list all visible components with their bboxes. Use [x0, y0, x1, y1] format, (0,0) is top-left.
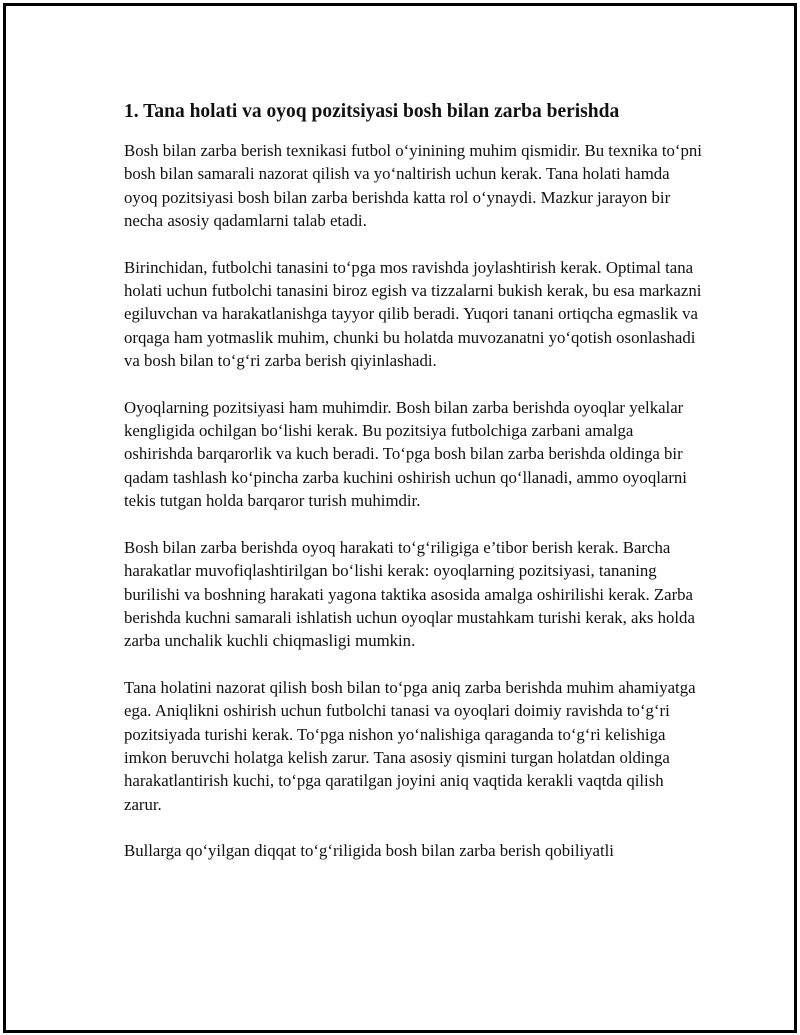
paragraph-3: Oyoqlarning pozitsiyasi ham muhimdir. Bosh bilan zarba berishda oyoqlar yelkalar kengligida ochilgan bo‘lishi kerak. Bu pozitsiya futbolchiga zarbani amalga oshirishda barqarorlik va kuch beradi. To‘pga bosh bilan zarba berishda oldinga bir qadam tashlash ko‘pincha zarba kuchini oshirish uchun qo‘llanadi, ammo oyoqlarni tekis tutgan holda barqaror turish muhimdir.: [124, 397, 687, 511]
document-body: [124, 98, 704, 886]
paragraph-1: Bosh bilan zarba berish texnikasi futbol o‘yinining muhim qismidir. Bu texnika to‘pni bosh bilan samarali nazorat qilish va yo‘naltirish uchun kerak. Tana holati hamda oyoq pozitsiyasi bosh bilan zarba berishda katta rol o‘ynaydi. Mazkur jarayon bir necha asosiy qadamlarni talab etadi.: [124, 141, 702, 231]
paragraph-2: Birinchidan, futbolchi tanasini to‘pga mos ravishda joylashtirish kerak. Optimal tana holati uchun futbolchi tanasini biroz egish va tizzalarni bukish kerak, bu esa markazni egiluvchan va harakatlanishga tayyor qilib beradi. Yuqori tanani ortiqcha egmaslik va orqaga ham yotmaslik muhim, chunki bu holatda muvozanatni yo‘qotish osonlashadi va bosh bilan to‘g‘ri zarba berish qiyinlashadi.: [124, 257, 702, 371]
paragraph-4: Bosh bilan zarba berishda oyoq harakati to‘g‘riligiga e’tibor berish kerak. Barcha harakatlar muvofiqlashtirilgan bo‘lishi kerak: oyoqlarning pozitsiyasi, tananing burilishi va boshning harakati yagona taktika asosida amalga oshirilishi kerak. Zarba berishda kuchni samarali ishlatish uchun oyoqlar mustahkam turishi kerak, aks holda zarba unchalik kuchli chiqmasligi mumkin.: [124, 537, 695, 651]
section-heading: 1. Tana holati va oyoq pozitsiyasi bosh bilan zarba berishda: [124, 101, 620, 122]
page-border: [3, 3, 797, 1033]
paragraph-6: Bullarga qo‘yilgan diqqat to‘g‘riligida bosh bilan zarba berish qobiliyatli: [124, 841, 614, 861]
paragraph-5: Tana holatini nazorat qilish bosh bilan to‘pga aniq zarba berishda muhim ahamiyatga ega. Aniqlikni oshirish uchun futbolchi tanasi va oyoqlari doimiy ravishda to‘g‘ri pozitsiyada turishi kerak. To‘pga nishon yo‘nalishiga qaraganda to‘g‘ri kelishiga imkon beruvchi holatga kelish zarur. Tana asosiy qismini turgan holatdan oldinga harakatlantirish kuchi, to‘pga qaratilgan joyini aniq vaqtida kerakli vaqtda qilish zarur.: [124, 677, 696, 814]
